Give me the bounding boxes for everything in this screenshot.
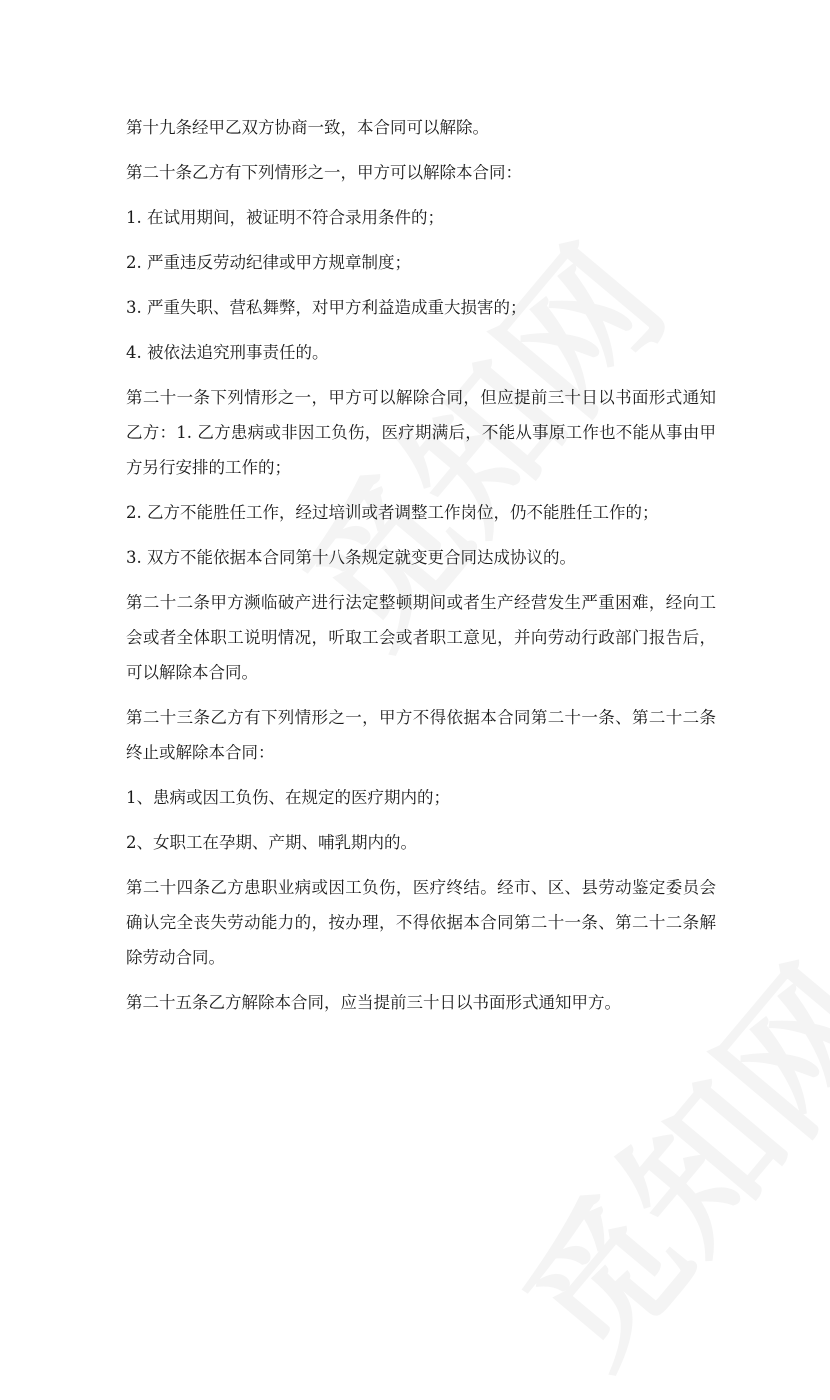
paragraph: 第二十一条下列情形之一，甲方可以解除合同，但应提前三十日以书面形式通知乙方：1. 乙方患病或非因工负伤，医疗期满后，不能从事原工作也不能从事由甲方另行安排的工作的；	[126, 388, 716, 477]
paragraph: 第二十三条乙方有下列情形之一，甲方不得依据本合同第二十一条、第二十二条终止或解除本合同：	[126, 708, 716, 762]
contract-text	[126, 110, 716, 1030]
paragraph: 1. 在试用期间，被证明不符合录用条件的；	[126, 208, 444, 227]
paragraph: 2. 乙方不能胜任工作，经过培训或者调整工作岗位，仍不能胜任工作的；	[126, 503, 659, 522]
paragraph: 2、女职工在孕期、产期、哺乳期内的。	[126, 833, 417, 852]
paragraph: 第二十四条乙方患职业病或因工负伤，医疗终结。经市、区、县劳动鉴定委员会确认完全丧失劳动能力的，按办理，不得依据本合同第二十一条、第二十二条解除劳动合同。	[126, 878, 716, 967]
paragraph: 第二十五条乙方解除本合同，应当提前三十日以书面形式通知甲方。	[126, 993, 621, 1012]
paragraph: 第十九条经甲乙双方协商一致，本合同可以解除。	[126, 118, 489, 137]
paragraph: 第二十条乙方有下列情形之一，甲方可以解除本合同：	[126, 163, 522, 182]
paragraph: 1、患病或因工负伤、在规定的医疗期内的；	[126, 788, 450, 807]
paragraph: 3. 双方不能依据本合同第十八条规定就变更合同达成协议的。	[126, 548, 576, 567]
paragraph: 3. 严重失职、营私舞弊，对甲方利益造成重大损害的；	[126, 298, 527, 317]
paragraph: 第二十二条甲方濒临破产进行法定整顿期间或者生产经营发生严重困难，经向工会或者全体职工说明情况，听取工会或者职工意见，并向劳动行政部门报告后，可以解除本合同。	[126, 593, 716, 682]
paragraph: 2. 严重违反劳动纪律或甲方规章制度；	[126, 253, 411, 272]
paragraph: 4. 被依法追究刑事责任的。	[126, 343, 329, 362]
